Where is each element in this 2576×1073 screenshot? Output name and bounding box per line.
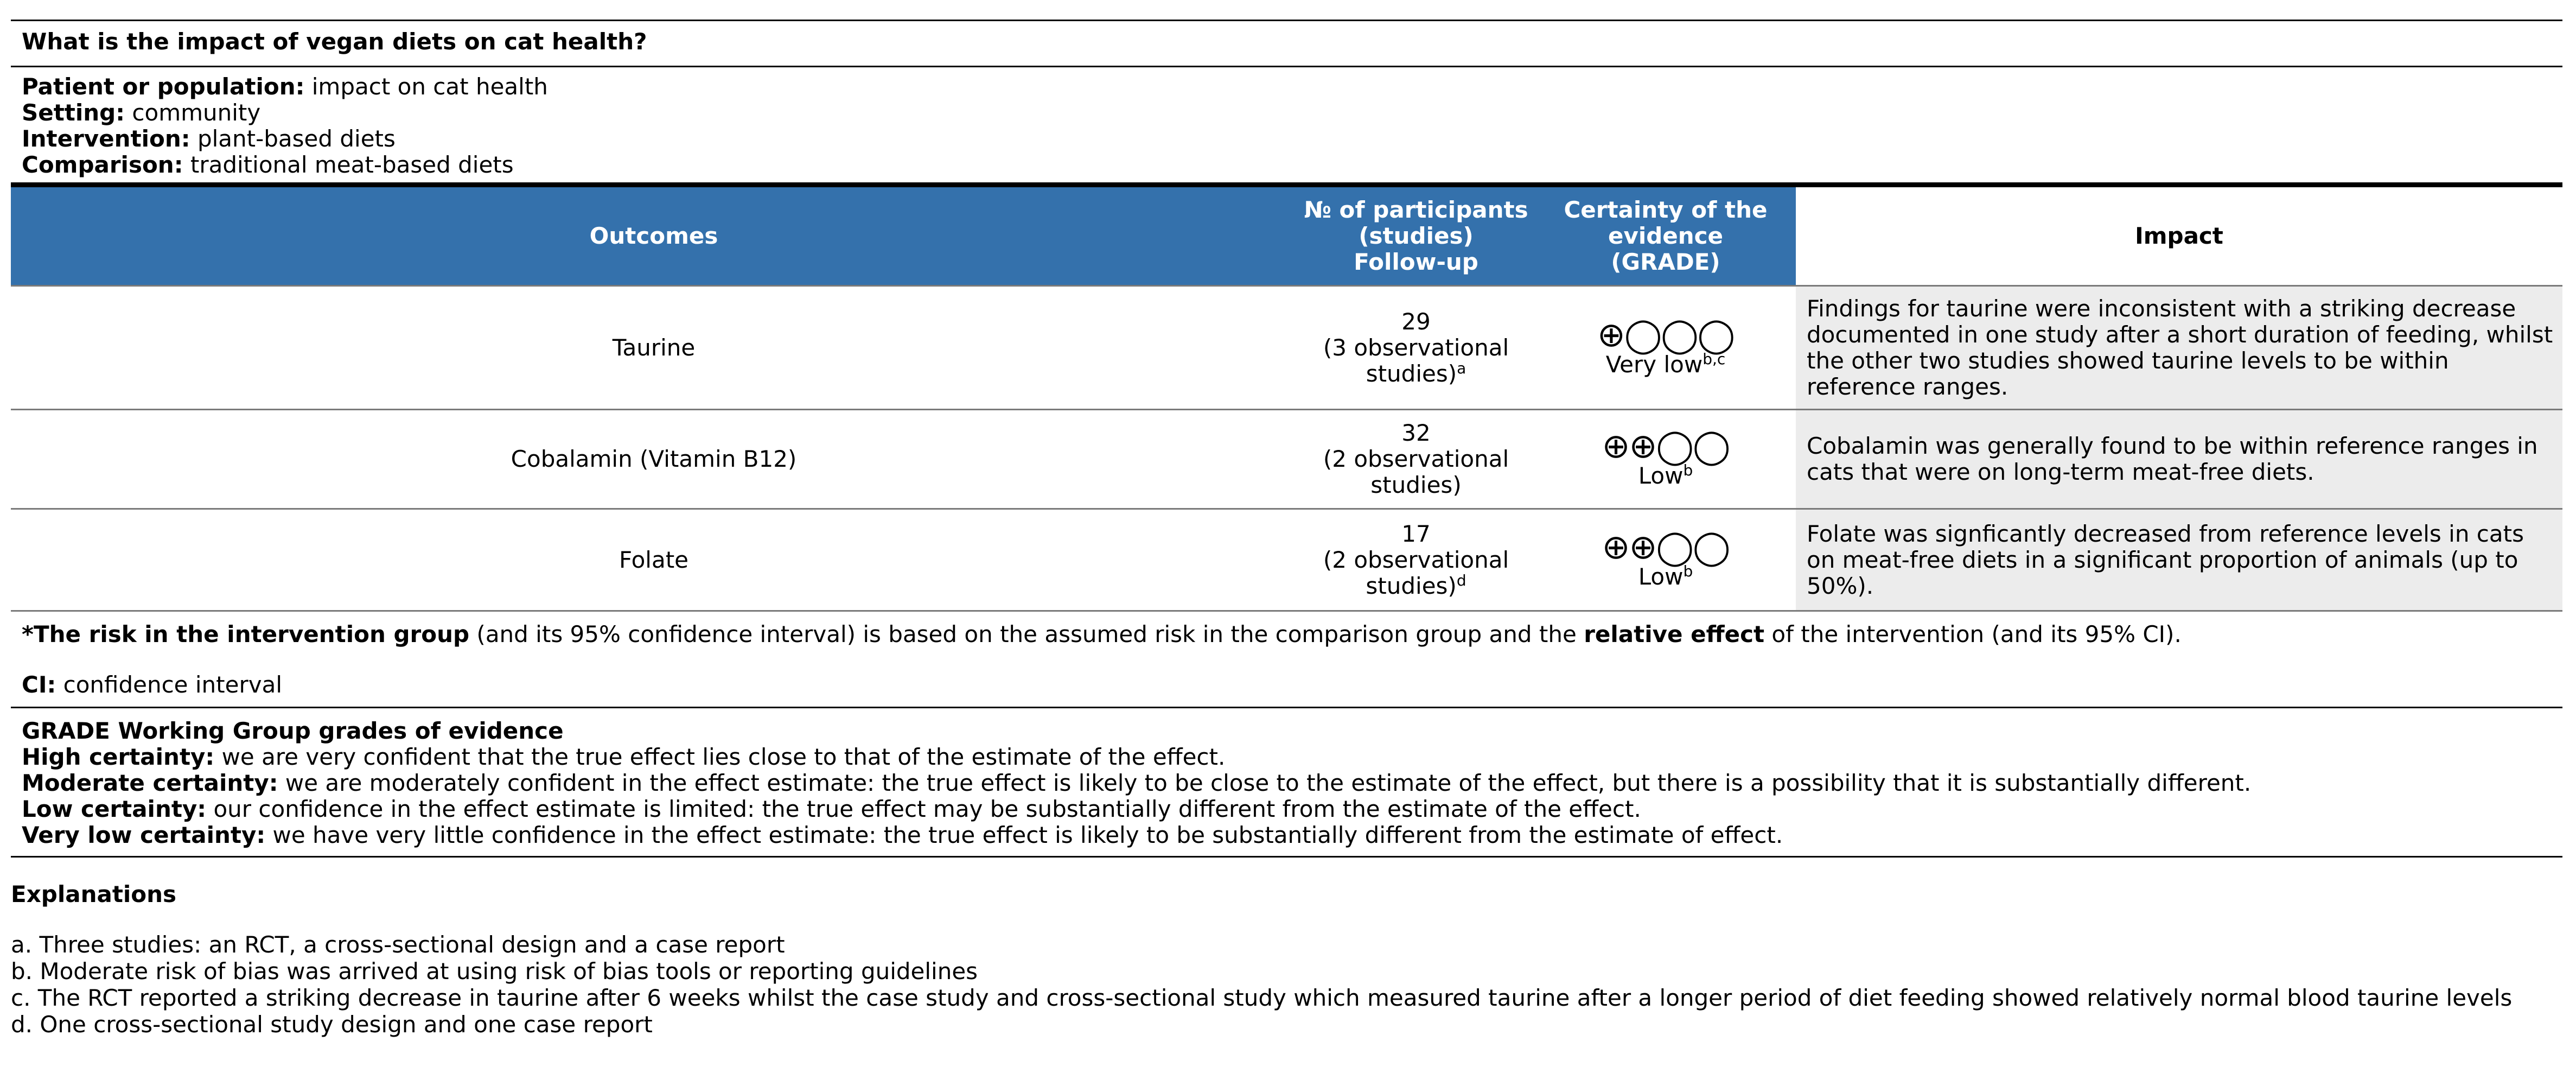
header-participants-line: № of participants [1304,196,1528,224]
footnote-bold: relative effect [1584,621,1765,648]
explanation-item: d. One cross-sectional study design and one case report [11,1011,653,1038]
pico-population [22,74,2552,100]
participants-count: 17 [1401,520,1431,547]
pico-value: community [132,99,261,126]
findings-table [11,182,2562,612]
participants-count: 29 [1401,308,1431,335]
explanation-item: c. The RCT reported a striking decrease in taurine after 6 weeks whilst the case study and cross-sectional study which measured taurine after a longer period of diet feeding showed relatively normal blood taurine levels [11,985,2513,1012]
footnote-text: of the intervention (and its 95% CI). [1764,621,2182,648]
pico-label: Patient or population: [22,73,305,100]
certainty-symbols-icon: ⊕⊕◯◯ [1602,526,1730,567]
ci-definition [11,672,2562,707]
pico-block [11,67,2562,182]
header-certainty-line: (GRADE) [1611,249,1720,276]
studies-text: (3 observational [1323,334,1509,361]
certainty-label: Low [1638,563,1684,590]
footnote-marker: a [1457,359,1466,377]
footnote-star: * [22,621,34,648]
pico-value: impact on cat health [311,73,548,100]
pico-setting [22,100,2552,126]
table-header-row [11,185,2562,286]
impact-cell: Folate was signficantly decreased from reference levels in cats on meat-free diets in a significant proportion of animals (up to 50%). [1796,509,2562,611]
grade-level [22,796,2552,822]
footnote-marker: b [1683,461,1693,480]
grade-block [11,708,2562,856]
explanations-title: Explanations [11,880,177,907]
footnote-marker: d [1456,571,1466,589]
pico-value: traditional meat-based diets [190,151,514,179]
grade-level-text: we have very little confidence in the effect estimate: the true effect is likely to be substantially different from the estimate of effect. [272,821,1783,848]
grade-level-text: we are very confident that the true effect lies close to that of the estimate of the effect. [221,743,1226,770]
ci-label: CI: [22,671,56,698]
table-row [11,509,2562,611]
header-outcomes: Outcomes [11,185,1297,286]
certainty-cell [1535,509,1796,611]
pico-label: Setting: [22,99,125,126]
table-row [11,286,2562,410]
header-certainty [1535,185,1796,286]
participants-cell [1297,509,1535,611]
grade-level-label: Moderate certainty: [22,769,278,796]
outcome-cell: Taurine [11,286,1297,410]
explanation-item: b. Moderate risk of bias was arrived at using risk of bias tools or reporting guidelines [11,958,978,985]
header-participants [1297,185,1535,286]
certainty-label: Low [1638,462,1684,490]
grade-level [22,770,2552,796]
grade-title: GRADE Working Group grades of evidence [22,717,564,744]
studies-text: (2 observational [1323,446,1509,473]
certainty-symbols-icon: ⊕⊕◯◯ [1602,426,1730,466]
ci-value: confidence interval [63,671,282,698]
explanations-block [11,858,2562,1038]
certainty-cell [1535,410,1796,509]
pico-value: plant-based diets [197,125,396,153]
header-impact: Impact [1796,185,2562,286]
pico-label: Comparison: [22,151,183,179]
participants-cell [1297,410,1535,509]
grade-level [22,744,2552,770]
impact-cell: Findings for taurine were inconsistent with a striking decrease documented in one study after a short duration of feeding, whilst the other two studies showed taurine levels to be within reference ranges. [1796,286,2562,410]
pico-comparison [22,152,2552,178]
header-certainty-line: Certainty of the [1564,196,1768,224]
pico-label: Intervention: [22,125,190,153]
studies-text: studies) [1366,572,1457,599]
summary-of-findings [11,20,2562,1038]
grade-level [22,822,2552,848]
certainty-symbols-icon: ⊕◯◯◯ [1597,314,1735,354]
certainty-cell [1535,286,1796,410]
footnote-marker: b,c [1703,350,1726,368]
footnote-bold: The risk in the intervention group [33,621,470,648]
grade-level-text: our confidence in the effect estimate is limited: the true effect may be substantially different from the estimate of the effect. [213,795,1641,822]
header-certainty-line: evidence [1608,223,1724,250]
footnote-marker: b [1683,562,1693,580]
grade-level-label: Very low certainty: [22,821,266,848]
studies-text: studies) [1370,472,1462,499]
certainty-label: Very low [1605,351,1703,378]
footnote-text: (and its 95% confidence interval) is based on the assumed risk in the comparison group and the [469,621,1584,648]
grade-level-label: Low certainty: [22,795,207,822]
outcome-cell: Cobalamin (Vitamin B12) [11,410,1297,509]
pico-intervention [22,126,2552,152]
question-title: What is the impact of vegan diets on cat health? [22,28,647,55]
header-participants-line: (studies) [1359,223,1474,250]
risk-footnote-text [22,621,2552,647]
risk-footnote [11,612,2562,647]
participants-cell [1297,286,1535,410]
outcome-cell: Folate [11,509,1297,611]
impact-cell: Cobalamin was generally found to be within reference ranges in cats that were on long-term meat-free diets. [1796,410,2562,509]
studies-text: studies) [1366,360,1457,387]
participants-count: 32 [1401,420,1431,447]
studies-text: (2 observational [1323,546,1509,573]
explanation-item: a. Three studies: an RCT, a cross-sectional design and a case report [11,931,785,958]
grade-level-text: we are moderately confident in the effect estimate: the true effect is likely to be close to the estimate of the effect, but there is a possibility that it is substantially different. [285,769,2252,796]
grade-level-label: High certainty: [22,743,215,770]
header-participants-line: Follow-up [1354,249,1478,276]
table-row [11,410,2562,509]
